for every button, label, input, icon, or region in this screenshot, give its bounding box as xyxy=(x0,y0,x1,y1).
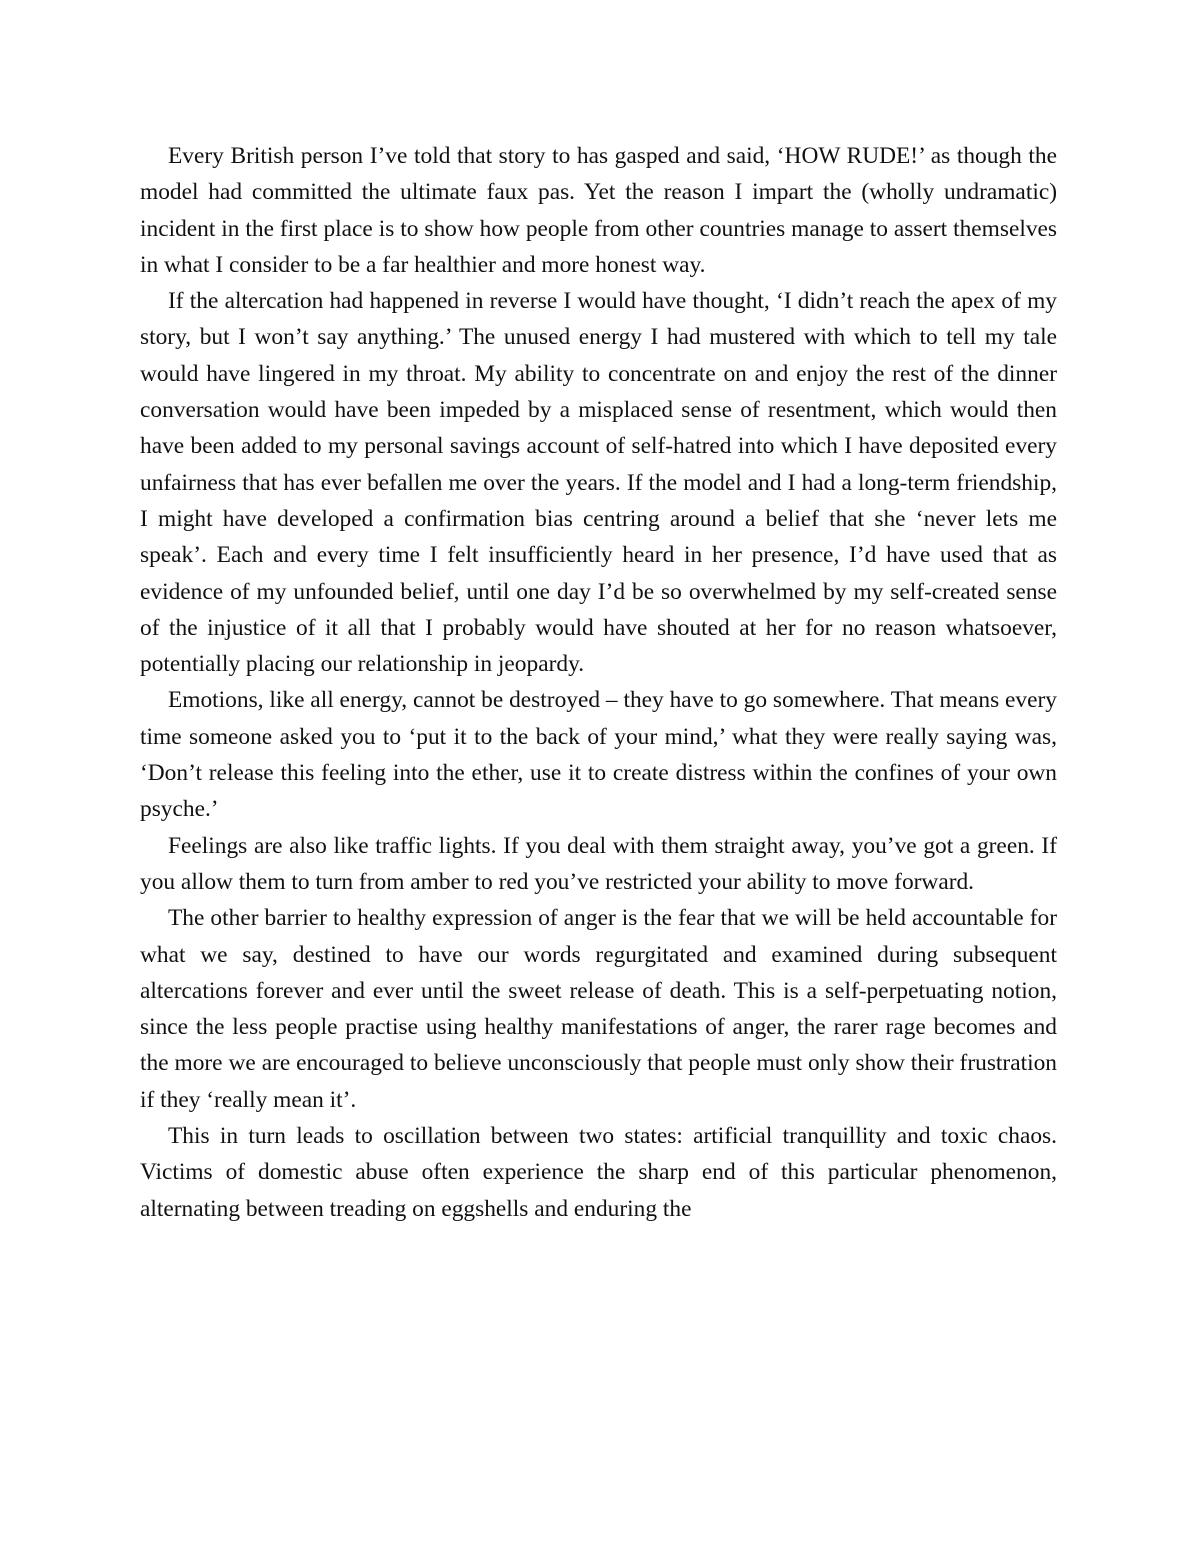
document-page xyxy=(140,138,1057,1227)
paragraph-1: Every British person I’ve told that story to has gasped and said, ‘HOW RUDE!’ as though the model had committed the ultimate faux pas. Yet the reason I impart the (wholly undramatic) incident in the first place is to show how people from other countries manage to assert themselves in what I consider to be a far healthier and more honest way. xyxy=(140,143,1057,278)
paragraph-3: Emotions, like all energy, cannot be destroyed – they have to go somewhere. That means every time someone asked you to ‘put it to the back of your mind,’ what they were really saying was, ‘Don’t release this feeling into the ether, use it to create distress within the confines of your own psyche.’ xyxy=(140,687,1057,823)
paragraph-6: This in turn leads to oscillation between two states: artificial tranquillity and toxic chaos. Victims of domestic abuse often experience the sharp end of this particular phenomenon, alternating between treading on eggshells and enduring the xyxy=(140,1123,1057,1222)
paragraph-2: If the altercation had happened in reverse I would have thought, ‘I didn’t reach the apex of my story, but I won’t say anything.’ The unused energy I had mustered with which to tell my tale would have lingered in my throat. My ability to concentrate on and enjoy the rest of the dinner conversation would have been impeded by a misplaced sense of resentment, which would then have been added to my personal savings account of self-hatred into which I have deposited every unfairness that has ever befallen me over the years. If the model and I had a long-term friendship, I might have developed a confirmation bias centring around a belief that she ‘never lets me speak’. Each and every time I felt insufficiently heard in her presence, I’d have used that as evidence of my unfounded belief, until one day I’d be so overwhelmed by my self-created sense of the injustice of it all that I probably would have shouted at her for no reason whatsoever, potentially placing our relationship in jeopardy. xyxy=(140,288,1057,678)
paragraph-5: The other barrier to healthy expression of anger is the fear that we will be held accountable for what we say, destined to have our words regurgitated and examined during subsequent altercations forever and ever until the sweet release of death. This is a self-perpetuating notion, since the less people practise using healthy manifestations of anger, the rarer rage becomes and the more we are encouraged to believe unconsciously that people must only show their frustration if they ‘really mean it’. xyxy=(140,905,1057,1113)
paragraph-4: Feelings are also like traffic lights. If you deal with them straight away, you’ve got a green. If you allow them to turn from amber to red you’ve restricted your ability to move forward. xyxy=(140,832,1057,895)
